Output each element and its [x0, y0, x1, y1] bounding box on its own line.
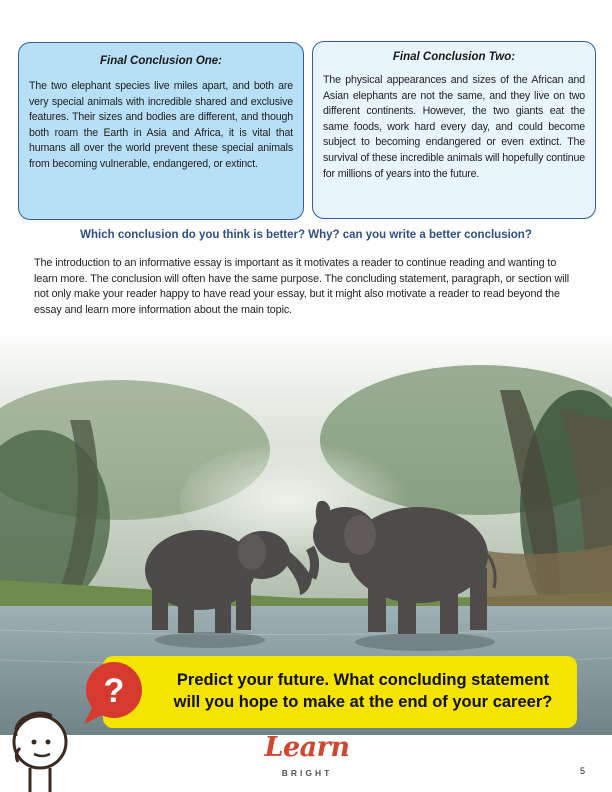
logo-word: Learn: [264, 732, 350, 763]
learn-bright-logo: [252, 732, 362, 788]
logo-sub: BRIGHT: [281, 768, 333, 778]
discussion-question: Which conclusion do you think is better? Why? can you write a better conclusion?: [80, 229, 532, 241]
page-number: 5: [580, 766, 586, 776]
question-mark: ?: [103, 672, 125, 710]
intro-paragraph: The introduction to an informative essay is important as it motivates a reader to continue reading and wanting to learn more. The conclusion will often have the same purpose. The concluding statement, paragraph, or section will not only make your reader happy to have read your essay, but it might also motivate a reader to read beyond the essay and learn more information about the main topic.: [34, 257, 570, 316]
conclusion-two-body: The physical appearances and sizes of the African and Asian elephants are not the same, and they live on two different continents. However, the two giants eat the same foods, work hard every day, and could become subject to becoming endangered or even extinct. The survival of these incredible animals will hopefully continue for millions of years into the future.: [323, 74, 585, 180]
banner-text: [163, 669, 563, 713]
conclusion-two-box: [312, 41, 596, 219]
conclusion-one-body: The two elephant species live miles apart, and both are very special animals with incredible shared and exclusive features. Their sizes and bodies are different, and though both roam the Earth in Asia and Africa, it is vital that humans all over the world prevent these special animals from becoming vulnerable, endangered, or extinct.: [29, 80, 293, 170]
conclusion-one-title: Final Conclusion One:: [99, 55, 223, 67]
conclusion-two-title: Final Conclusion Two:: [392, 51, 516, 63]
banner-line-2: will you hope to make at the end of your career?: [173, 693, 553, 711]
banner-line-1: Predict your future. What concluding statement: [176, 671, 550, 689]
conclusion-one-box: [18, 42, 304, 220]
thinking-kid-icon: [0, 702, 90, 792]
prompt-banner: [103, 656, 577, 728]
